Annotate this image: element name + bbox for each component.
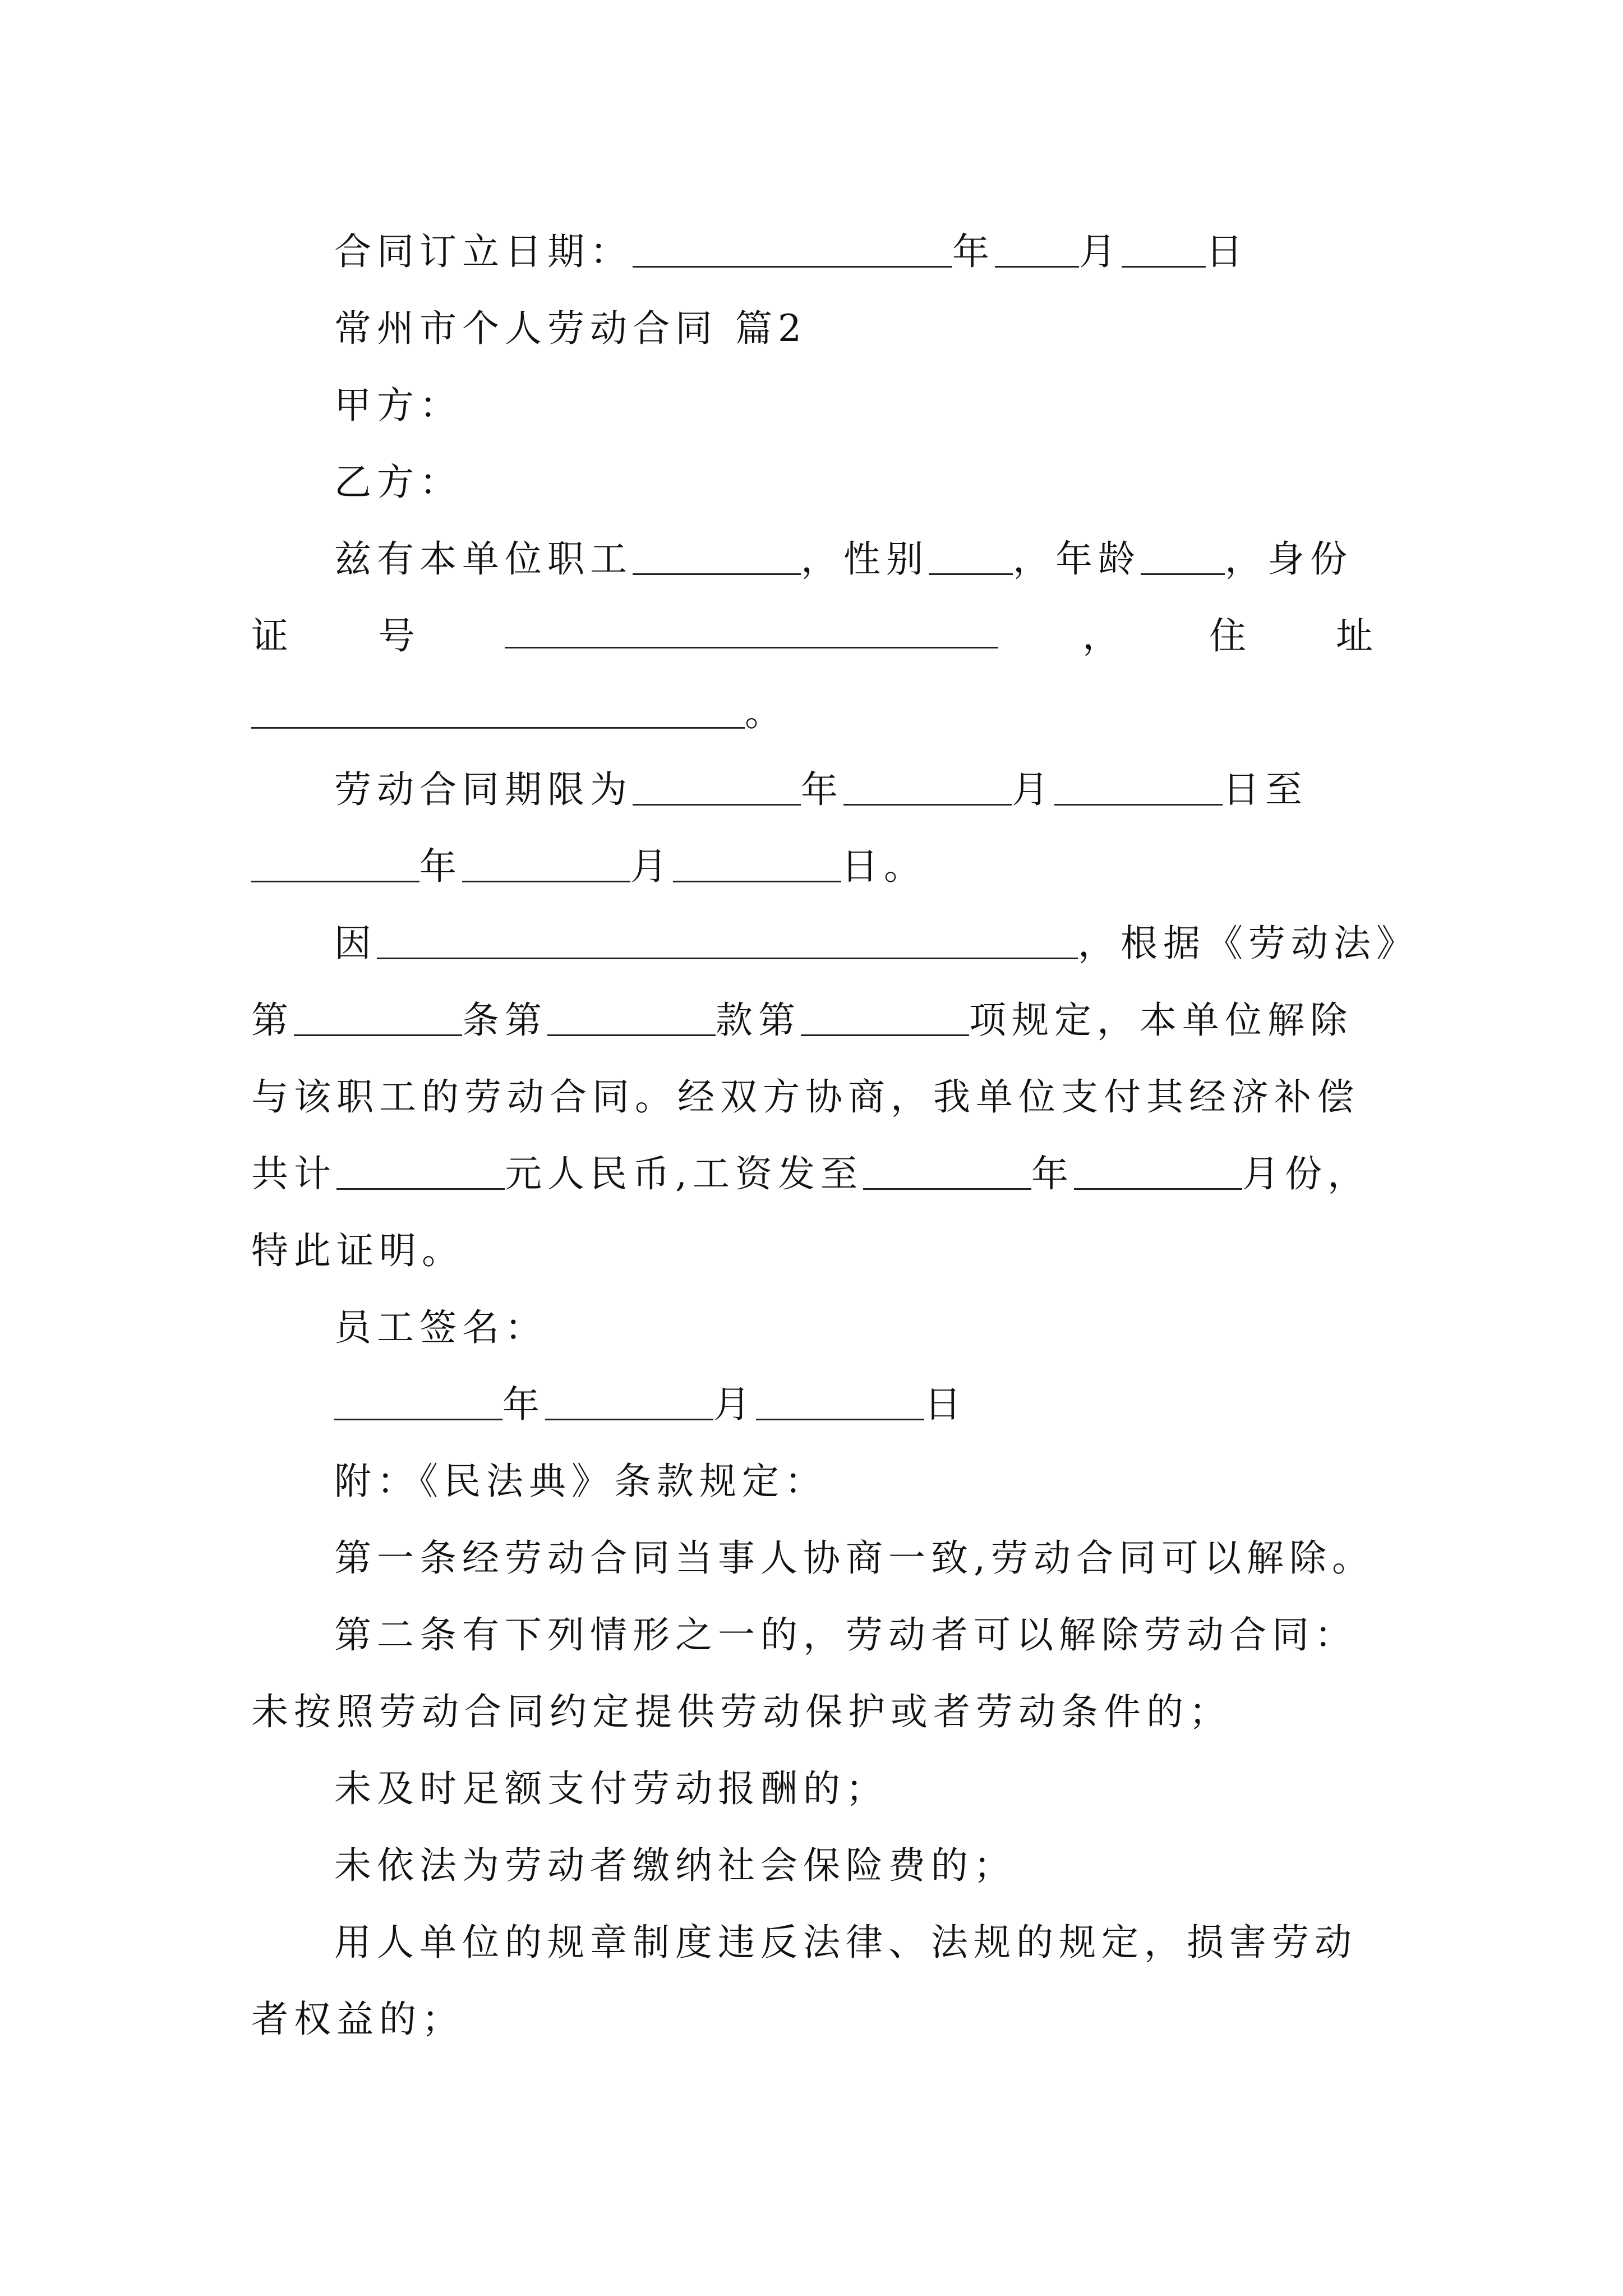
end-day-label: 日。: [841, 845, 926, 888]
contract-date-label: 合同订立日期：: [334, 230, 633, 273]
section-title: 常州市个人劳动合同 篇2: [334, 307, 807, 350]
appendix-heading: 附：《民法典》条款规定：: [334, 1460, 827, 1503]
start-day-label: 日至: [1223, 768, 1308, 811]
party-b-line: 乙方：: [334, 461, 462, 504]
day-label: 日: [1206, 230, 1248, 273]
section-label: 条第: [462, 999, 547, 1042]
id-number-blank: [505, 613, 998, 648]
id-label-char-1: 证: [251, 614, 294, 657]
gender-blank: [929, 540, 1013, 575]
comma: ，: [1082, 614, 1125, 657]
start-year-label: 年: [801, 768, 843, 811]
age-label: ，年龄: [1013, 537, 1141, 581]
section-blank: [547, 1001, 716, 1036]
article-1: 第一条经劳动合同当事人协商一致,劳动合同可以解除。: [334, 1536, 1375, 1580]
year-blank: [633, 232, 952, 268]
sign-day-blank: [756, 1385, 924, 1420]
total-label: 共计: [251, 1152, 336, 1195]
termination-text: 项规定，本单位解除: [969, 999, 1353, 1042]
reason-line: [251, 905, 1419, 982]
month-blank: [995, 232, 1079, 268]
end-month-label: 月: [630, 845, 673, 888]
end-year-blank: [251, 847, 419, 882]
address-blank: [251, 693, 745, 729]
age-blank: [1141, 540, 1225, 575]
certify-line: 特此证明。: [251, 1229, 464, 1272]
article-2-item-1: 未按照劳动合同约定提供劳动保护或者劳动条件的；: [251, 1690, 1232, 1733]
sign-month-blank: [545, 1385, 713, 1420]
sign-day-label: 日: [924, 1383, 967, 1426]
compensation-amount-line: [251, 1135, 1384, 1212]
article-2-item-4-cont: 者权益的；: [251, 1998, 464, 2041]
law-reference: ，根据《劳动法》: [1078, 922, 1419, 965]
article-2-intro: 第二条有下列情形之一的，劳动者可以解除劳动合同：: [334, 1613, 1357, 1657]
article-2-item-3: 未依法为劳动者缴纳社会保险费的；: [334, 1844, 1016, 1887]
gender-label: ，性别: [801, 537, 929, 581]
id-label-start: ，身份: [1225, 537, 1353, 581]
wage-month-blank: [1074, 1154, 1242, 1190]
employee-info-line: [251, 521, 1384, 597]
wage-year-label: 年: [1031, 1152, 1074, 1195]
term-line-1: [251, 751, 1384, 828]
employee-name-blank: [633, 540, 801, 575]
currency-wage-label: 元人民币,工资发至: [505, 1152, 863, 1195]
term-label: 劳动合同期限为: [334, 768, 633, 811]
address-blank-line: [251, 674, 1384, 751]
article-prefix: 第: [251, 999, 294, 1042]
day-blank: [1122, 232, 1206, 268]
article-2-item-2: 未及时足额支付劳动报酬的；: [334, 1767, 888, 1810]
address-label-char-2: 址: [1336, 614, 1378, 657]
start-month-blank: [843, 770, 1012, 806]
reason-blank: [377, 924, 1078, 959]
clause-line: [251, 982, 1384, 1059]
sign-year-label: 年: [502, 1383, 545, 1426]
end-month-blank: [462, 847, 630, 882]
amount-blank: [336, 1154, 505, 1190]
end-year-label: 年: [419, 845, 462, 888]
item-label: 款第: [716, 999, 801, 1042]
reason-label: 因: [334, 922, 377, 965]
id-label-char-2: 号: [378, 614, 421, 657]
end-day-blank: [673, 847, 841, 882]
address-label-char-1: 住: [1209, 614, 1252, 657]
item-blank: [801, 1001, 969, 1036]
wage-year-blank: [863, 1154, 1031, 1190]
id-address-line: [251, 597, 1384, 674]
month-label: 月: [1079, 230, 1122, 273]
year-label: 年: [952, 230, 995, 273]
document-body: [251, 213, 1419, 2058]
wage-month-label: 月份，: [1242, 1152, 1370, 1195]
term-line-2: [251, 828, 1384, 905]
period: 。: [745, 691, 787, 734]
start-month-label: 月: [1012, 768, 1054, 811]
employee-label: 兹有本单位职工: [334, 537, 633, 581]
signature-line: 员工签名：: [334, 1306, 547, 1349]
article-2-item-4: 用人单位的规章制度违反法律、法规的规定，损害劳动: [334, 1921, 1357, 1964]
contract-date-line: [251, 213, 1384, 290]
start-year-blank: [633, 770, 801, 806]
start-day-blank: [1054, 770, 1223, 806]
party-a-line: 甲方：: [334, 384, 462, 427]
sign-month-label: 月: [713, 1383, 756, 1426]
article-blank: [294, 1001, 462, 1036]
signature-date-line: [251, 1366, 1384, 1443]
sign-year-blank: [334, 1385, 502, 1420]
compensation-text-line: 与该职工的劳动合同。经双方协商，我单位支付其经济补偿: [251, 1075, 1359, 1119]
